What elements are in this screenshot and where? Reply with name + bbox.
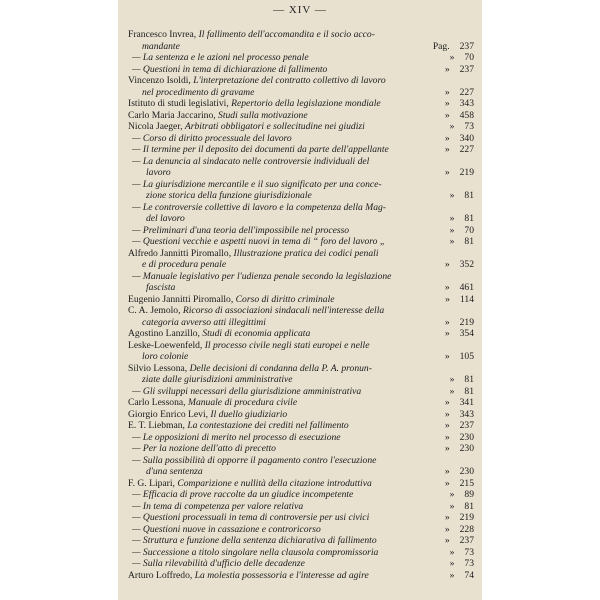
entry-title: Repertorio della legislazione mondiale: [231, 98, 381, 109]
entry-line: [128, 259, 432, 271]
page-number: [432, 87, 474, 99]
index-entry: [128, 110, 474, 122]
entry-line: [128, 478, 432, 490]
ditto-mark: »: [449, 569, 455, 581]
entry-author: Alfredo Jannitti Piromallo,: [128, 247, 234, 259]
entry-line: [128, 374, 432, 386]
page-value: 219: [459, 512, 474, 523]
entry-line: [132, 225, 432, 237]
index-entry: [128, 558, 474, 570]
index-entry: [128, 512, 474, 524]
book-page: [118, 0, 482, 600]
page-number: [432, 489, 474, 501]
index-entry: [128, 305, 474, 328]
page-header-numeral: — XIV —: [273, 4, 327, 16]
page-value: 461: [459, 282, 474, 293]
page-number: [432, 225, 474, 237]
page-number: [432, 535, 474, 547]
entry-line: [132, 489, 432, 501]
page-value: 105: [459, 351, 474, 362]
entry-line: [128, 397, 432, 409]
entry-line: [132, 133, 432, 145]
entry-author: E. T. Liebman,: [128, 420, 188, 431]
entry-title: Studi di economia applicata: [202, 328, 311, 339]
ditto-mark: »: [444, 86, 450, 98]
entry-title: Corso di diritto criminale: [235, 293, 335, 305]
entry-title: zione storica della funzione giurisdizionale: [146, 190, 312, 201]
page-value: 340: [459, 132, 474, 144]
ditto-mark: »: [444, 420, 450, 431]
entry-title: — Questioni processuali in tema di controversie per usi civici: [132, 512, 370, 523]
page-number: [432, 409, 474, 421]
page-number: [432, 144, 474, 156]
page-number: [432, 317, 474, 329]
entry-line: [132, 236, 432, 248]
page-number: [432, 466, 474, 478]
ditto-mark: »: [449, 489, 455, 500]
entry-title: — Successione a titolo singolare nella clausola compromissoria: [132, 546, 379, 558]
index-entry: [128, 409, 474, 421]
entry-line: [132, 156, 432, 168]
page-value: 219: [459, 167, 474, 178]
entry-title: — Gli sviluppi necessari della giurisdizione amministrativa: [132, 385, 362, 397]
index-entry: [128, 236, 474, 248]
page-value: 89: [464, 489, 474, 500]
ditto-mark: »: [444, 535, 450, 546]
page-value: 219: [459, 316, 474, 328]
entry-line: [132, 190, 432, 202]
index-entry: [128, 340, 474, 363]
index-entry: [128, 420, 474, 432]
index-entry: [128, 501, 474, 513]
ditto-mark: »: [449, 224, 455, 236]
entry-title: — Le controversie collettive di lavoro e la competenza della Mag-: [132, 201, 386, 213]
entry-line: [128, 305, 432, 317]
index-entry: [128, 524, 474, 536]
page-number: [432, 98, 474, 110]
ditto-mark: »: [444, 63, 450, 75]
entry-title: d'una sentenza: [146, 466, 203, 477]
entry-title: — Efficacia di prove raccolte da un giudice incompetente: [132, 489, 354, 500]
ditto-mark: »: [444, 316, 450, 328]
page-value: 114: [459, 293, 474, 305]
entry-title: Delle decisioni di condanna della P. A. pronun-: [189, 362, 372, 374]
entry-author: Francesco Invrea,: [128, 29, 199, 40]
page-value: 81: [464, 500, 474, 512]
entry-title: — In tema di competenza per valore relativa: [132, 500, 304, 512]
ditto-mark: »: [444, 328, 450, 339]
entry-line: [128, 29, 432, 41]
entry-author: Carlo Maria Jaccarino,: [128, 109, 219, 121]
entry-author: Arturo Loffredo,: [128, 569, 195, 581]
page-number: [432, 167, 474, 179]
ditto-mark: »: [444, 443, 450, 454]
ditto-mark: »: [444, 477, 450, 489]
entry-title: — La denuncia al sindacato nelle controversie individuali del: [132, 155, 370, 167]
index-entry: [128, 570, 474, 582]
entry-line: [132, 64, 432, 76]
ditto-mark: »: [449, 385, 455, 397]
ditto-mark: »: [449, 213, 455, 224]
page-value: 343: [459, 408, 474, 420]
ditto-mark: »: [449, 52, 455, 63]
entry-line: [132, 202, 432, 214]
entry-line: [128, 98, 432, 110]
page-number: [432, 52, 474, 64]
page-number: [432, 236, 474, 248]
index-entry: [128, 363, 474, 386]
entry-author: F. G. Lipari,: [128, 477, 178, 489]
index-entry: [128, 156, 474, 179]
entry-title: La molestia possessoria e l'interesse ad agire: [194, 569, 369, 581]
entry-title: L'interpretazione del contratto collettivo di lavoro: [193, 75, 386, 86]
ditto-mark: »: [444, 259, 450, 270]
page-value: 215: [459, 477, 474, 489]
page-value: 73: [464, 546, 474, 558]
page-number: [432, 259, 474, 271]
entry-line: [128, 328, 432, 340]
page-value: 237: [459, 63, 474, 75]
entry-line: [128, 75, 432, 87]
entry-title: fascista: [146, 282, 176, 293]
page-number: [432, 558, 474, 570]
entry-title: — Il termine per il deposito dei documenti da parte dell'appellante: [132, 144, 389, 155]
entry-title: lavoro: [146, 167, 171, 178]
page-number: [432, 420, 474, 432]
entry-author: Nicola Jaeger,: [128, 121, 185, 132]
page-number: [432, 121, 474, 133]
entry-title: — Le opposizioni di merito nel processo di esecuzione: [132, 431, 341, 443]
entry-title: Il processo civile negli stati europei e nelle: [204, 339, 370, 351]
index-entry: [128, 547, 474, 559]
page-value: 73: [464, 121, 474, 132]
entry-line: [128, 351, 432, 363]
index-entry: [128, 144, 474, 156]
page-number: [432, 524, 474, 536]
entry-title: del lavoro: [146, 213, 185, 224]
entry-title: Manuale di procedura civile: [187, 397, 298, 408]
entry-line: [128, 121, 432, 133]
entry-line: [132, 52, 432, 64]
ditto-mark: »: [444, 397, 450, 408]
entry-line: [132, 535, 432, 547]
page-value: 343: [459, 98, 474, 109]
entry-title: Arbitrati obbligatori e sollecitudine nei giudizi: [184, 121, 365, 132]
index-entry: [128, 225, 474, 237]
ditto-mark: »: [444, 282, 450, 293]
index-entry: [128, 98, 474, 110]
entry-title: loro colonie: [142, 351, 189, 362]
page-value: 73: [464, 558, 474, 569]
index-entry: [128, 179, 474, 202]
entry-title: — Questioni nuove in cassazione e controricorso: [132, 523, 321, 535]
entry-title: — La sentenza e le azioni nel processo penale: [132, 52, 309, 63]
index-entry: [128, 455, 474, 478]
index-entry: [128, 133, 474, 145]
index-entry: [128, 271, 474, 294]
page-value: 70: [464, 224, 474, 236]
index-entry: [128, 29, 474, 52]
ditto-mark: »: [449, 190, 455, 201]
ditto-mark: »: [449, 374, 455, 385]
page-value: 237: [459, 535, 474, 546]
index-entry: [128, 478, 474, 490]
ditto-mark: »: [444, 466, 450, 477]
page-value: 341: [459, 397, 474, 408]
page-number: [432, 512, 474, 524]
ditto-mark: »: [449, 121, 455, 132]
index-entry: [128, 202, 474, 225]
page-value: 81: [464, 374, 474, 385]
entry-title: categoria avverso atti illegittimi: [142, 316, 266, 328]
index-entry: [128, 432, 474, 444]
ditto-mark: »: [444, 144, 450, 155]
ditto-mark: »: [449, 500, 455, 512]
entry-line: [132, 455, 432, 467]
entry-title: — Sulla rilevabilità d'ufficio delle decadenze: [132, 558, 305, 569]
entry-line: [128, 570, 432, 582]
entry-author: Silvio Lessona,: [128, 362, 190, 374]
page-value: 70: [464, 52, 474, 63]
entry-author: C. A. Jemolo,: [128, 305, 183, 316]
index-entry: [128, 397, 474, 409]
index-entry: [128, 535, 474, 547]
index-entry: [128, 294, 474, 306]
entry-line: [132, 443, 432, 455]
entry-title: — Preliminari d'una teoria dell'impossibile nel processo: [132, 224, 350, 236]
page-value: 230: [459, 431, 474, 443]
page-number: [432, 294, 474, 306]
ditto-mark: »: [449, 236, 455, 247]
page-number: [432, 190, 474, 202]
entry-title: — Sulla possibilità di opporre il pagamento contro l'esecuzione: [132, 454, 377, 466]
page-number: [432, 570, 474, 582]
entry-title: La contestazione dei crediti nel fallimento: [187, 420, 349, 431]
page-value: 81: [464, 385, 474, 397]
ditto-mark: »: [444, 167, 450, 178]
pag-label: Pag.: [432, 40, 450, 52]
entry-line: [132, 558, 432, 570]
entry-title: — Manuale legislativo per l'udienza penale secondo la legislazione: [132, 270, 392, 282]
page-value: 81: [464, 213, 474, 224]
ditto-mark: »: [444, 98, 450, 109]
ditto-mark: »: [445, 293, 450, 305]
page-number: [432, 133, 474, 145]
entry-line: [132, 179, 432, 191]
entry-line: [128, 41, 432, 53]
entry-title: mandante: [142, 40, 180, 52]
entry-line: [132, 501, 432, 513]
entry-line: [128, 340, 432, 352]
page-number: [432, 351, 474, 363]
page-value: 458: [459, 109, 474, 121]
page-number: [432, 443, 474, 455]
entry-author: Istituto di studi legislativi,: [128, 98, 232, 109]
index-entry: [128, 328, 474, 340]
entry-author: Agostino Lanzillo,: [128, 328, 203, 339]
page-number: [432, 282, 474, 294]
entry-line: [132, 432, 432, 444]
entry-title: nel procedimento di gravame: [142, 86, 255, 98]
entry-title: Comparizione e nullità della citazione introduttiva: [177, 477, 372, 489]
entry-author: Eugenio Jannitti Piromallo,: [128, 293, 236, 305]
entry-author: Leske-Loewenfeld,: [128, 339, 205, 351]
entry-title: Il duello giudiziario: [210, 408, 288, 420]
entry-author: Giorgio Enrico Levi,: [128, 408, 211, 420]
index-entry: [128, 248, 474, 271]
entry-title: — Questioni in tema di dichiarazione di fallimento: [132, 63, 328, 75]
page-number: [432, 397, 474, 409]
index-entry-list: [128, 29, 474, 581]
entry-line: [128, 248, 432, 260]
index-entry: [128, 64, 474, 76]
page-number: [432, 432, 474, 444]
page-value: 237: [459, 420, 474, 431]
page-number: [432, 64, 474, 76]
page-value: 74: [464, 569, 474, 581]
entry-line: [132, 167, 432, 179]
page-number: [432, 110, 474, 122]
page-number: [432, 478, 474, 490]
entry-line: [132, 466, 432, 478]
ditto-mark: »: [444, 512, 450, 523]
entry-line: [132, 512, 432, 524]
page-value: 81: [464, 236, 474, 247]
entry-title: ziate dalle giurisdizioni amministrative: [142, 374, 293, 385]
index-entry: [128, 489, 474, 501]
ditto-mark: »: [444, 408, 450, 420]
ditto-mark: »: [444, 132, 450, 144]
entry-line: [128, 409, 432, 421]
entry-line: [132, 547, 432, 559]
page-number: [432, 501, 474, 513]
ditto-mark: »: [444, 523, 450, 535]
entry-line: [132, 282, 432, 294]
entry-line: [132, 213, 432, 225]
entry-line: [128, 363, 432, 375]
entry-author: Carlo Lessona,: [128, 397, 188, 408]
entry-title: — Questioni vecchie e aspetti nuovi in tema di “ foro del lavoro „: [132, 236, 386, 247]
entry-line: [132, 524, 432, 536]
page-value: 227: [459, 86, 474, 98]
entry-author: Vincenzo Isoldi,: [128, 75, 194, 86]
entry-line: [128, 317, 432, 329]
index-entry: [128, 121, 474, 133]
entry-line: [132, 271, 432, 283]
index-entry: [128, 443, 474, 455]
page-value: 228: [459, 523, 474, 535]
ditto-mark: »: [444, 431, 450, 443]
page-value: 352: [459, 259, 474, 270]
entry-title: Il fallimento dell'accomandita e il socio acco-: [198, 29, 375, 40]
entry-title: — La giurisdizione mercantile e il suo significato per una conce-: [132, 178, 382, 190]
page-value: 354: [459, 328, 474, 339]
page-number: [432, 328, 474, 340]
entry-title: — Struttura e funzione della sentenza dichiarativa di fallimento: [132, 535, 377, 546]
ditto-mark: »: [444, 351, 450, 362]
page-number: [432, 386, 474, 398]
index-entry: [128, 75, 474, 98]
entry-line: [128, 87, 432, 99]
entry-line: [128, 110, 432, 122]
page-number: [432, 374, 474, 386]
entry-title: — Corso di diritto processuale del lavoro: [132, 132, 292, 144]
index-entry: [128, 386, 474, 398]
page-number: [432, 41, 474, 53]
page-number: [432, 213, 474, 225]
ditto-mark: »: [444, 109, 450, 121]
page-number: [432, 547, 474, 559]
index-entry: [128, 52, 474, 64]
entry-title: Studi sulla motivazione: [218, 109, 308, 121]
entry-line: [132, 144, 432, 156]
page-value: 230: [459, 466, 474, 477]
entry-line: [128, 420, 432, 432]
entry-title: Ricorso di associazioni sindacali nell'interesse della: [182, 305, 385, 316]
entry-title: e di procedura penale: [142, 259, 227, 270]
page-value: 81: [464, 190, 474, 201]
page-value: 237: [459, 40, 474, 52]
entry-title: Illustrazione pratica dei codici penali: [233, 247, 379, 259]
ditto-mark: »: [449, 546, 455, 558]
page-value: 227: [459, 144, 474, 155]
page-value: 230: [459, 443, 474, 454]
ditto-mark: »: [449, 558, 455, 569]
entry-line: [132, 386, 432, 398]
entry-title: — Per la nozione dell'atto di precetto: [132, 443, 276, 454]
entry-line: [128, 294, 432, 306]
